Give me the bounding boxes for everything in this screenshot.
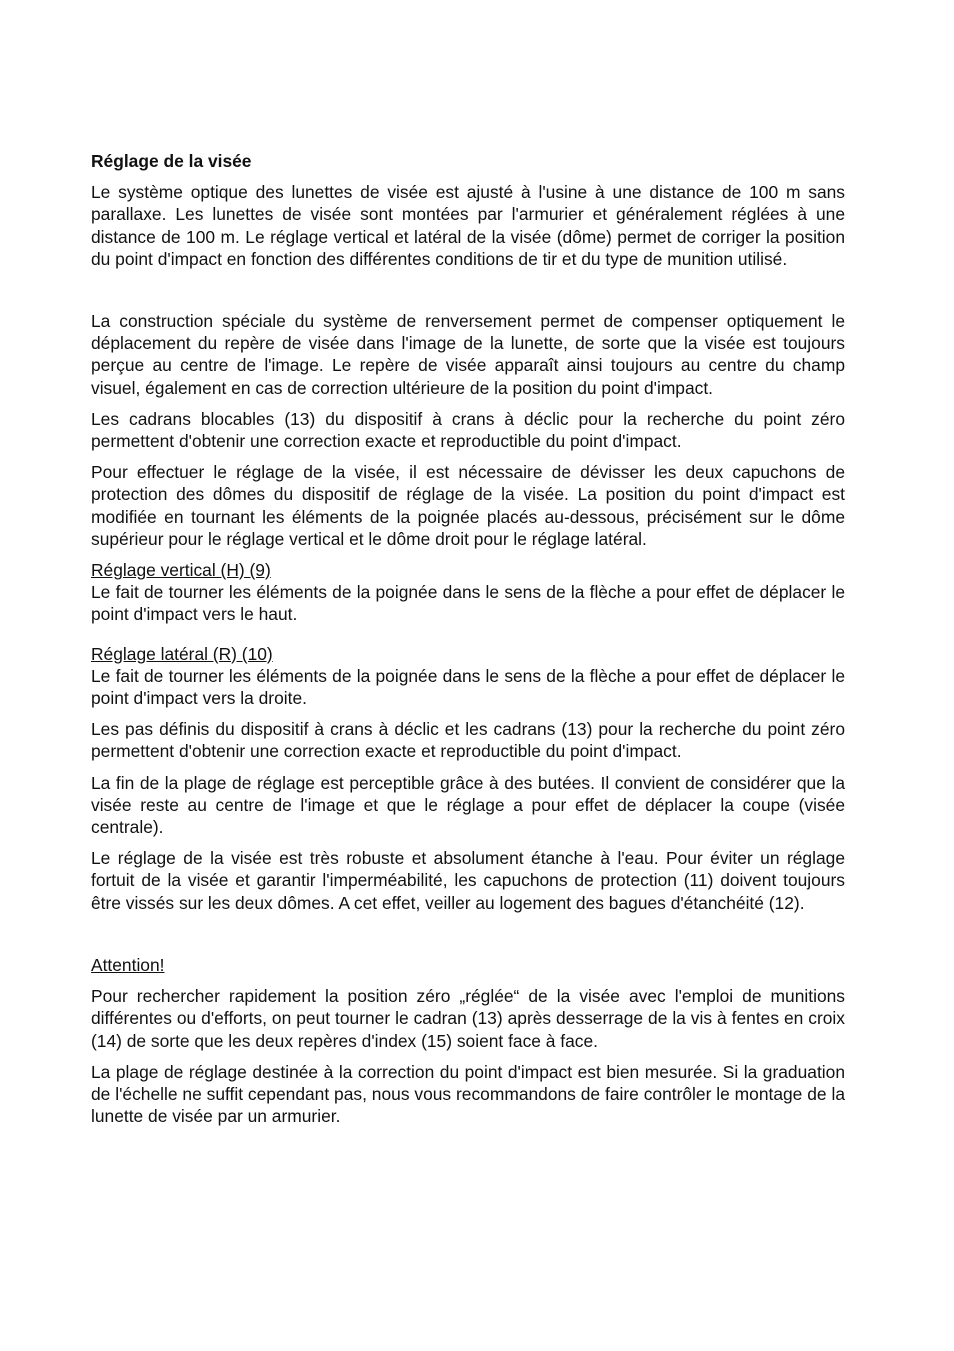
paragraph-optical-system: Le système optique des lunettes de visée est ajusté à l'usine à une distance de 100 m sans parallaxe. Les lunettes de visée sont montées par l'armurier et généralement réglées à une distance de 100 m. Le réglage vertical et latéral de la visée (dôme) permet de corriger la position du point d'impact en fonction des différentes conditions de tir et du type de munition utilisé. [91,182,845,269]
lateral-adjustment-heading: Réglage latéral (R) (10) [91,643,273,664]
vertical-adjustment-heading: Réglage vertical (H) (9) [91,560,271,581]
paragraph-adjustment-range: La plage de réglage destinée à la correction du point d'impact est bien mesurée. Si la graduation de l'échelle ne suffit cependant pas, nous vous recommandons de faire contrôler le montage de la lunette de visée par un armurier. [91,1061,845,1127]
paragraph-adjustment-range-end: La fin de la plage de réglage est perceptible grâce à des butées. Il convient de considérer que la visée reste au centre de l'image et que le réglage a pour effet de déplacer la coupe (visée centrale). [91,772,845,838]
paragraph-click-steps: Les pas définis du dispositif à crans à déclic et les cadrans (13) pour la recherche du point zéro permettent d'obtenir une correction exacte et reproductible du point d'impact. [91,719,845,762]
paragraph-waterproof: Le réglage de la visée est très robuste et absolument étanche à l'eau. Pour éviter un réglage fortuit de la visée et garantir l'imperméabilité, les capuchons de protection (11) doivent toujours être vissés sur les deux dômes. A cet effet, veiller au logement des bagues d'étanchéité (12). [91,848,845,913]
lateral-adjustment-text: Le fait de tourner les éléments de la poignée dans le sens de la flèche a pour effet de déplacer le point d'impact vers la droite. [91,665,845,709]
document-body [91,150,845,1127]
paragraph-zero-position: Pour rechercher rapidement la position zéro „réglée“ de la visée avec l'emploi de munitions différentes ou d'efforts, on peut tourner le cadran (13) après desserrage de la vis à fentes en croix (14) de sorte que les deux repères d'index (15) soient face à face. [91,986,845,1051]
vertical-adjustment-text: Le fait de tourner les éléments de la poignée dans le sens de la flèche a pour effet de déplacer le point d'impact vers le haut. [91,582,845,625]
vertical-adjustment-block [91,559,845,626]
attention-heading [91,954,845,976]
section-title: Réglage de la visée [91,151,252,171]
paragraph-lockable-dials: Les cadrans blocables (13) du dispositif à crans à déclic pour la recherche du point zéro permettent d'obtenir une correction exacte et reproductible du point d'impact. [91,408,845,452]
attention-heading-text: Attention! [91,954,165,975]
paragraph-adjustment-procedure: Pour effectuer le réglage de la visée, il est nécessaire de dévisser les deux capuchons de protection des dômes du dispositif de réglage de la visée. La position du point d'impact est modifiée en tournant les éléments de la poignée placés au-dessous, précisément sur le dôme supérieur pour le réglage vertical et le dôme droit pour le réglage latéral. [91,462,845,549]
lateral-adjustment-block [91,643,845,710]
paragraph-reversing-system: La construction spéciale du système de renversement permet de compenser optiquement le déplacement du repère de visée dans l'image de la lunette, de sorte que la visée est toujours perçue au centre de l'image. Le repère de visée apparaît ainsi toujours au centre du champ visuel, également en cas de correction ultérieure de la position du point d'impact. [91,311,845,398]
